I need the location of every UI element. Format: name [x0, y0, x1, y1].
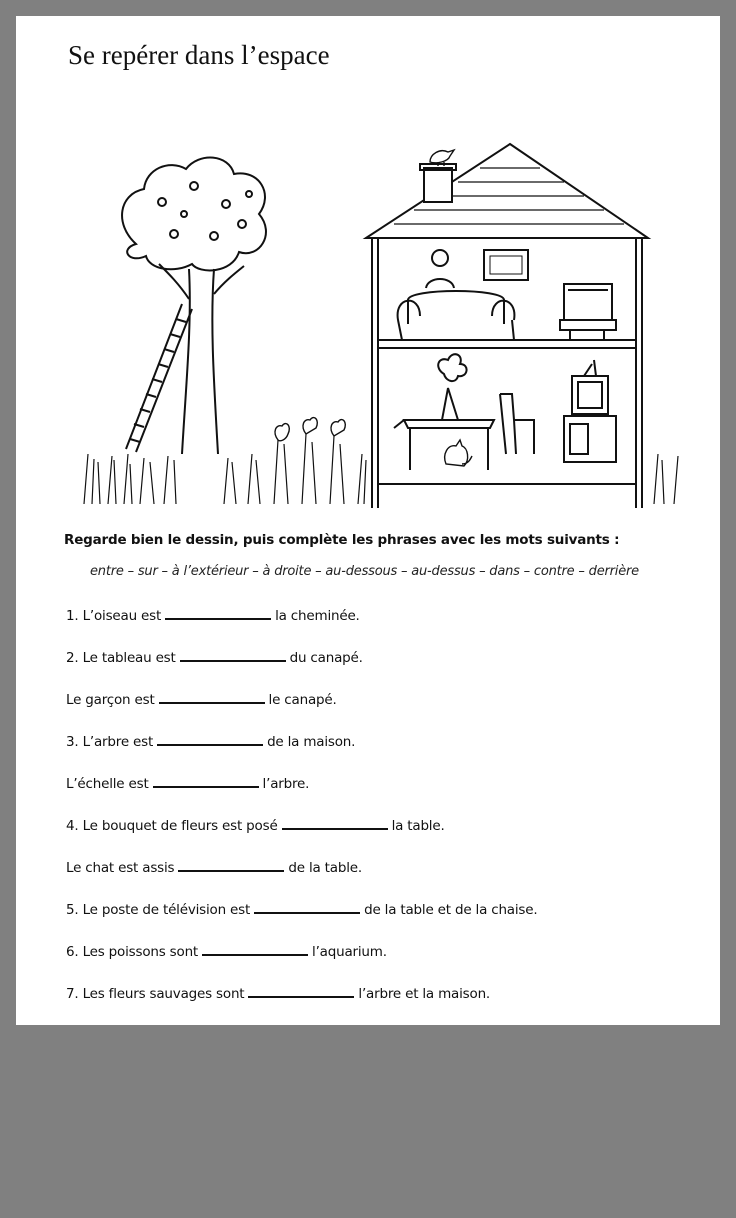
sentence-3: 3. L’arbre est de la maison.	[66, 734, 356, 750]
answer-blank[interactable]	[202, 942, 308, 956]
answer-blank[interactable]	[159, 690, 265, 704]
sentence-4: 4. Le bouquet de fleurs est posé la table.	[66, 818, 445, 834]
answer-blank[interactable]	[282, 816, 388, 830]
word-bank: entre – sur – à l’extérieur – à droite – au-dessous – au-dessus – dans – contre – derrière	[90, 564, 639, 579]
answer-blank[interactable]	[153, 774, 259, 788]
sentence-3b: L’échelle est l’arbre.	[66, 776, 310, 792]
sentence-6: 6. Les poissons sont l’aquarium.	[66, 944, 387, 960]
page-title: Se repérer dans l’espace	[68, 40, 330, 70]
house-drawing	[366, 144, 648, 508]
sentence-4b: Le chat est assis de la table.	[66, 860, 362, 876]
sentence-7: 7. Les fleurs sauvages sont l’arbre et la maison.	[66, 986, 491, 1002]
sentence-2b: Le garçon est le canapé.	[66, 692, 337, 708]
answer-blank[interactable]	[157, 732, 263, 746]
sentence-5: 5. Le poste de télévision est de la table et de la chaise.	[66, 902, 538, 918]
answer-blank[interactable]	[254, 900, 360, 914]
sentence-2: 2. Le tableau est du canapé.	[66, 650, 363, 666]
answer-blank[interactable]	[165, 606, 271, 620]
answer-blank[interactable]	[178, 858, 284, 872]
tree-drawing	[122, 158, 266, 454]
answer-blank[interactable]	[180, 648, 286, 662]
house-tree-illustration	[64, 124, 720, 508]
instruction-text: Regarde bien le dessin, puis complète les phrases avec les mots suivants :	[64, 532, 620, 548]
worksheet-page	[16, 16, 720, 1025]
answer-blank[interactable]	[248, 984, 354, 998]
sentence-1: 1. L’oiseau est la cheminée.	[66, 608, 360, 624]
